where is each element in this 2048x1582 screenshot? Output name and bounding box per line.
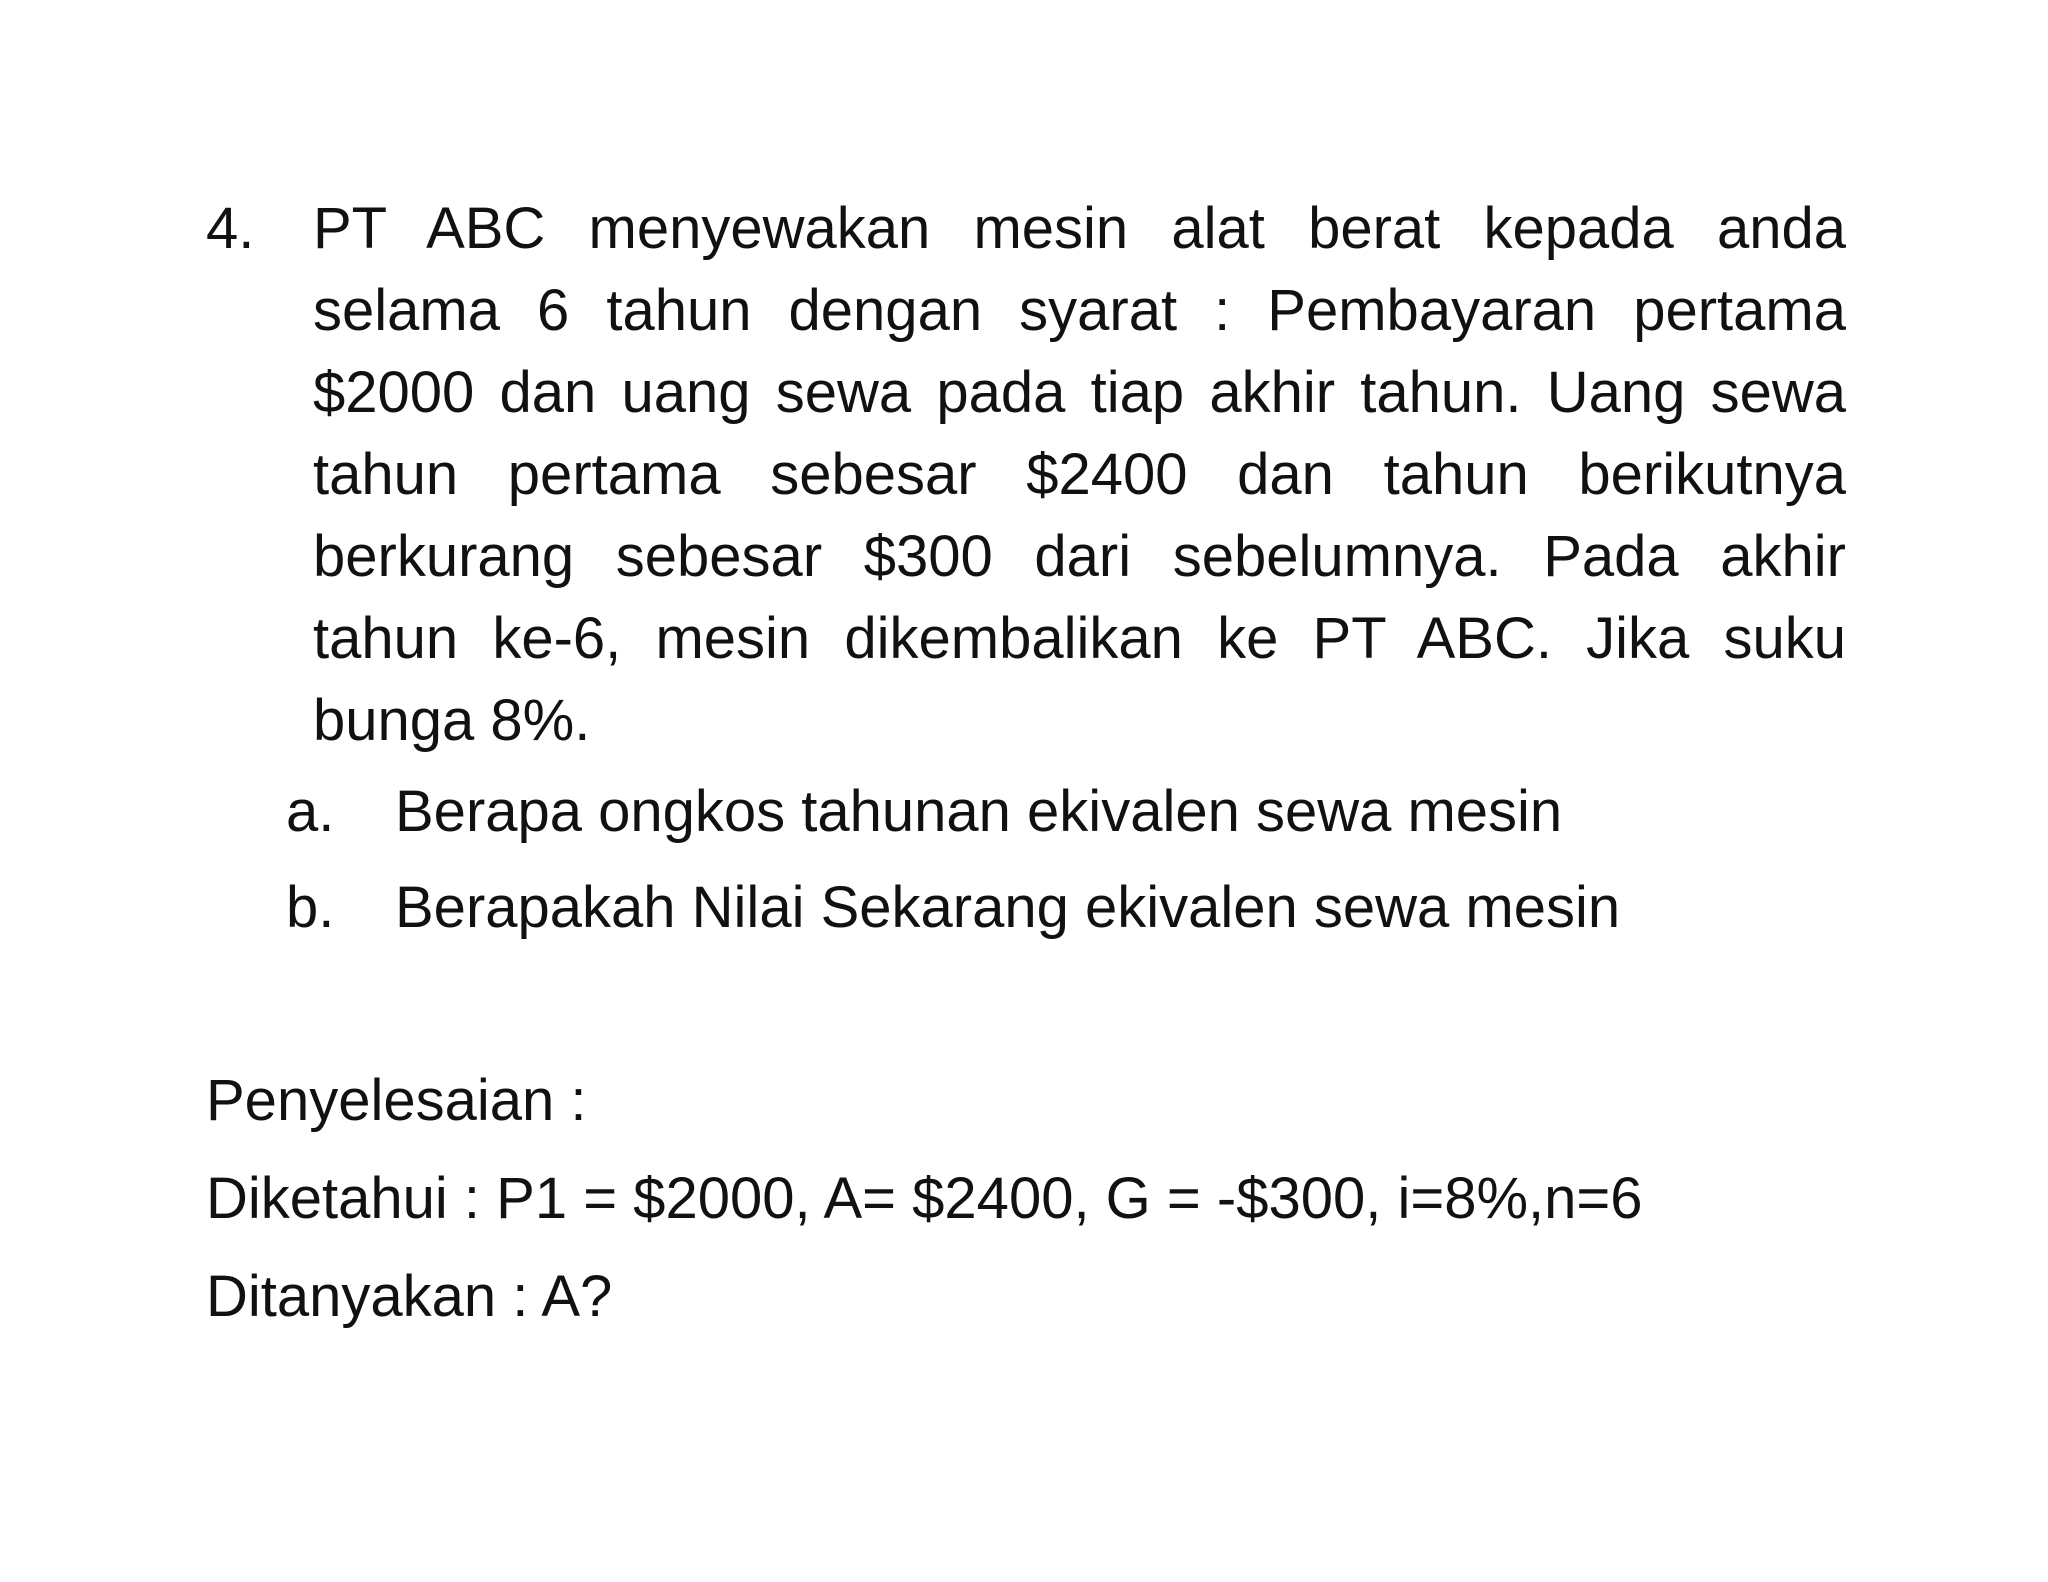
question-list [286, 764, 1846, 956]
solution-section [206, 1052, 1846, 1346]
solution-heading: Penyelesaian : [206, 1068, 587, 1133]
problem-text: PT ABC menyewakan mesin alat berat kepada anda selama 6 tahun dengan syarat : Pembayaran pertama $2000 dan uang sewa pada tiap akhir tahun. Uang sewa tahun pertama sebesar $2400 dan tahun berikutnya berkurang sebesar $300 dari sebelumnya. Pada akhir tahun ke-6, mesin dikembalikan ke PT ABC. Jika suku bunga 8%. [313, 196, 1846, 753]
question-text: Berapa ongkos tahunan ekivalen sewa mesin [395, 779, 1563, 844]
asked-value: Ditanyakan : A? [206, 1264, 613, 1329]
known-values: Diketahui : P1 = $2000, A= $2400, G = -$300, i=8%,n=6 [206, 1166, 1643, 1231]
question-item [286, 860, 1846, 956]
problem-statement [206, 188, 1846, 762]
question-item [286, 764, 1846, 860]
question-letter: b. [286, 875, 335, 940]
question-letter: a. [286, 779, 335, 844]
question-text: Berapakah Nilai Sekarang ekivalen sewa mesin [395, 875, 1621, 940]
problem-number: 4. [206, 196, 255, 261]
